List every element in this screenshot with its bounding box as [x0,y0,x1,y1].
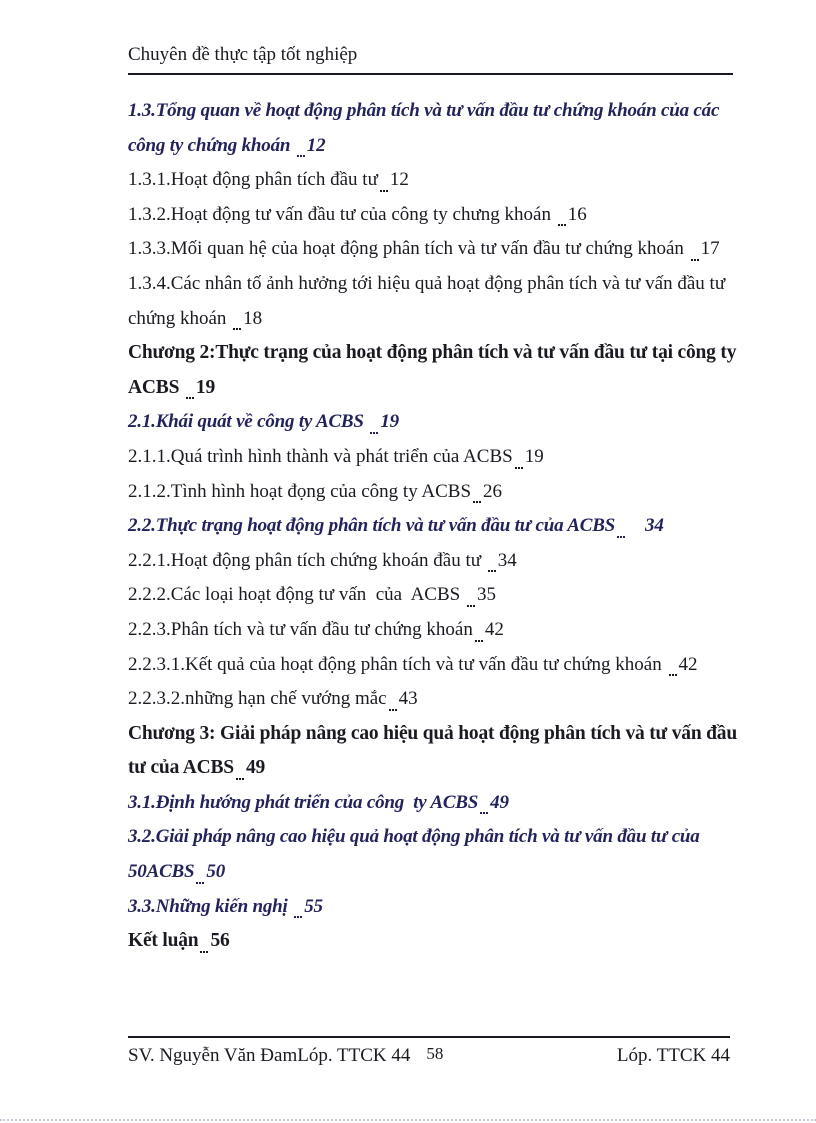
dot-leader [389,709,397,711]
toc-entry-line: Chương 2:Thực trạng của hoạt động phân tích và tư vấn đầu tư tại công ty [128,342,737,364]
toc-entry-text: 2.1.1.Quá trình hình thành và phát triển của ACBS [128,445,513,467]
page-number: 17 [700,238,720,260]
toc-entry-text: 1.3.1.Hoạt động phân tích đầu tư [128,169,378,191]
toc-entry [128,924,745,959]
page-number: 43 [398,688,418,710]
page-number: 18 [243,307,263,329]
page-number: 55 [304,895,323,917]
toc-entry [128,717,745,786]
toc-entry [128,648,745,683]
toc-entry-row [128,509,745,544]
page-number: 19 [380,411,399,433]
toc-entry-text: 2.2.Thực trạng hoạt động phân tích và tư vấn đầu tư của ACBS [128,515,616,537]
dot-leader [488,570,496,572]
page-number: 12 [306,134,326,156]
header-title: Chuyên đề thực tập tốt nghiệp [128,44,358,65]
page-number: 12 [389,169,409,191]
toc-entry-row [128,648,745,683]
toc-entry [128,475,745,510]
toc-entry-row [128,302,745,337]
toc-entry-text: 2.2.3.Phân tích và tư vấn đầu tư chứng khoán [128,618,473,640]
dot-leader [370,432,378,434]
toc-entry-row [128,163,745,198]
dot-leader [473,501,481,503]
toc-entry [128,509,745,544]
toc-entry-line: 1.3.4.Các nhân tố ảnh hưởng tới hiệu quả hoạt động phân tích và tư vấn đầu tư [128,272,726,294]
page-number: 49 [490,791,509,813]
toc-entry-row [128,440,745,475]
toc-entry-row [128,786,745,821]
toc-entry-text: 2.1.Khái quát về công ty ACBS [128,411,369,433]
toc-entry-line: 1.3.Tổng quan về hoạt động phân tích và tư vấn đầu tư chứng khoán của các [128,100,720,121]
footer-page-number: 58 [426,1044,444,1063]
page-number: 35 [476,584,496,606]
toc-entry [128,198,745,233]
dot-leader [691,259,699,261]
page-number: 42 [678,653,698,675]
toc-entry-text: ACBS [128,376,184,398]
dot-leader [196,882,204,884]
toc-entry [128,440,745,475]
page-number: 19 [524,445,544,467]
toc-entry [128,544,745,579]
toc-entry-row [128,371,745,406]
toc-entry-row [128,544,745,579]
dot-leader [380,190,388,192]
toc-entry-row [128,232,745,267]
table-of-contents [128,94,745,959]
toc-entry [128,578,745,613]
toc-entry [128,267,745,336]
toc-entry-text: 2.1.2.Tình hình hoạt đọng của công ty ACBS [128,480,472,502]
toc-entry [128,890,745,925]
toc-entry-row [128,751,745,786]
toc-entry-row [128,198,745,233]
toc-entry-row [128,129,745,164]
toc-entry-text: 2.2.1.Hoạt động phân tích chứng khoán đầu tư [128,549,486,571]
toc-entry-row [128,890,745,925]
dot-leader [200,951,208,953]
toc-entry [128,163,745,198]
dot-leader [467,605,475,607]
toc-entry [128,405,745,440]
dot-leader [669,674,677,676]
dot-leader [558,224,566,226]
page-bottom-edge [0,1119,816,1121]
toc-entry-text: 1.3.3.Mối quan hệ của hoạt động phân tích và tư vấn đầu tư chứng khoán [128,238,689,260]
toc-entry [128,232,745,267]
toc-entry-text: 1.3.2.Hoạt động tư vấn đầu tư của công ty chưng khoán [128,203,556,225]
toc-entry-row [128,578,745,613]
toc-entry [128,682,745,717]
dot-leader [480,812,488,814]
toc-entry-line: 3.2.Giải pháp nâng cao hiệu quả hoạt động phân tích và tư vấn đầu tư của [128,826,700,848]
page-number: 19 [195,376,216,398]
toc-entry [128,94,745,163]
dot-leader [233,328,241,330]
dot-leader [294,916,302,918]
toc-entry-text: Kết luận [128,930,199,952]
toc-entry-row [128,855,745,890]
toc-entry-text: 50ACBS [128,861,195,883]
toc-entry-text: 2.2.3.2.những hạn chế vướng mắc [128,688,387,710]
page-number: 56 [210,930,230,952]
page-number: 42 [484,618,504,640]
dot-leader [617,536,625,538]
toc-entry-line: Chương 3: Giải pháp nâng cao hiệu quả hoạt động phân tích và tư vấn đầu [128,722,737,744]
dot-leader [186,397,194,399]
toc-entry-row [128,924,745,959]
dot-leader [297,155,305,157]
toc-entry-text: 3.1.Định hướng phát triển của công ty ACBS [128,791,479,813]
toc-entry-text: công ty chứng khoán [128,134,295,156]
toc-entry [128,820,745,889]
page-header [128,44,733,75]
toc-entry-text: tư của ACBS [128,757,234,779]
page-footer [128,1036,730,1067]
page-number: 34 [645,515,664,537]
toc-entry-text: chứng khoán [128,307,232,329]
page-number: 26 [483,480,503,502]
footer-class: Lóp. TTCK 44 [616,1045,730,1066]
toc-entry-row [128,475,745,510]
toc-entry-row [128,613,745,648]
toc-entry [128,786,745,821]
toc-entry-text: 2.2.3.1.Kết quả của hoạt động phân tích và tư vấn đầu tư chứng khoán [128,653,667,675]
toc-entry [128,336,745,405]
page-number: 49 [245,757,266,779]
page-number: 34 [497,549,517,571]
toc-entry-row [128,405,745,440]
dot-leader [515,467,523,469]
footer-author: SV. Nguyễn Văn ĐamLóp. TTCK 44 [128,1045,411,1066]
toc-entry [128,613,745,648]
dot-leader [475,640,483,642]
page-number: 50 [206,861,225,883]
dot-leader [236,778,244,780]
toc-entry-row [128,682,745,717]
page-number: 16 [567,203,587,225]
toc-entry-text: 2.2.2.Các loại hoạt động tư vấn của ACBS [128,584,465,606]
toc-entry-text: 3.3.Những kiến nghị [128,895,293,917]
